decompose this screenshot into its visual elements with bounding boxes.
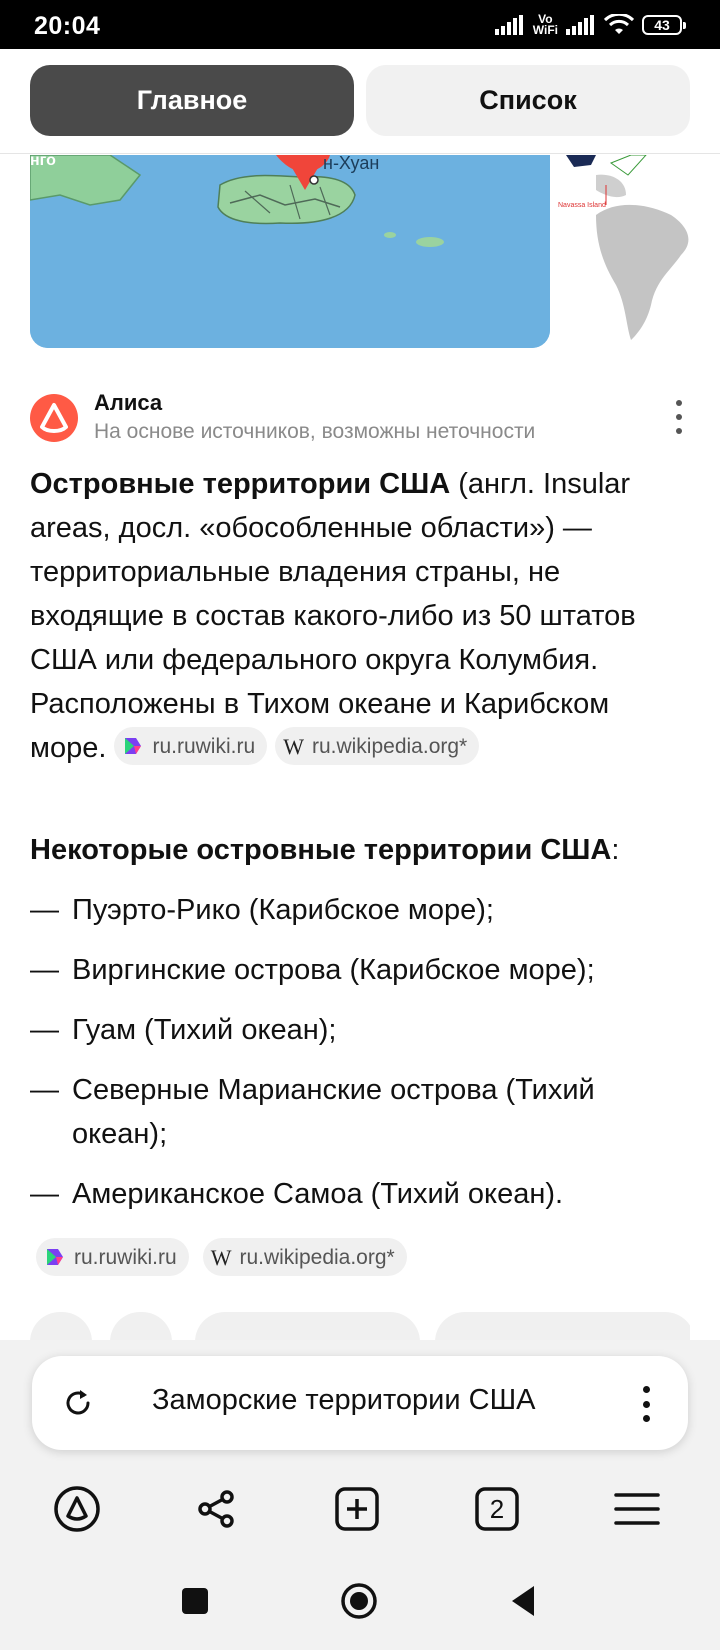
- ruwiki-icon: [122, 735, 144, 757]
- list-sources: [36, 1238, 407, 1276]
- list-item: — Северные Марианские острова (Тихий океан);: [30, 1068, 690, 1156]
- signal-icon: [495, 15, 525, 35]
- hamburger-icon: [614, 1489, 660, 1529]
- alice-button[interactable]: [52, 1484, 102, 1534]
- status-icons: [495, 12, 682, 38]
- alice-name: Алиса: [94, 390, 163, 415]
- source-chip-wikipedia[interactable]: [203, 1238, 407, 1276]
- status-bar: [0, 0, 720, 49]
- map-image[interactable]: [30, 155, 550, 348]
- search-bar[interactable]: [32, 1356, 688, 1450]
- alice-logo-icon: [30, 394, 78, 442]
- tab-main[interactable]: Главное: [30, 65, 354, 136]
- vowifi-label: Vo WiFi: [532, 12, 558, 37]
- map-corner-label: нго: [30, 155, 56, 169]
- list-heading: Некоторые островные территории США:: [30, 834, 620, 866]
- source-chip-label: ru.wikipedia.org*: [311, 734, 468, 758]
- browser-toolbar: [0, 1468, 720, 1548]
- share-icon: [195, 1487, 239, 1531]
- source-card-ruwiki[interactable]: [195, 1312, 420, 1342]
- more-options-icon[interactable]: [674, 400, 684, 434]
- signal-icon-2: [566, 15, 596, 35]
- south-america-map: [556, 155, 720, 348]
- puerto-rico-map: [30, 155, 550, 348]
- source-chip-label: ru.ruwiki.ru: [74, 1245, 177, 1269]
- source-chip-label: ru.ruwiki.ru: [152, 734, 256, 758]
- results-tab-bar: [0, 49, 720, 154]
- source-card-wikipedia[interactable]: [435, 1312, 690, 1342]
- reload-icon[interactable]: [60, 1385, 96, 1421]
- tabs-icon: [474, 1486, 520, 1532]
- battery-icon: 43: [642, 15, 682, 35]
- list-item: — Американское Самоа (Тихий океан).: [30, 1172, 690, 1216]
- wikipedia-icon: W: [283, 733, 304, 759]
- tab-list[interactable]: Список: [366, 65, 690, 136]
- tabs-count: 2: [489, 1494, 505, 1524]
- alice-icon: [53, 1485, 101, 1533]
- list-item: — Виргинские острова (Карибское море);: [30, 948, 690, 992]
- map-place-label: н-Хуан: [323, 155, 380, 173]
- map-side-label: Navassa Island: [558, 202, 606, 209]
- answer-paragraph: [30, 462, 690, 770]
- alice-disclaimer: На основе источников, возможны неточности: [94, 420, 536, 443]
- recents-icon[interactable]: [180, 1586, 210, 1616]
- menu-button[interactable]: [612, 1484, 662, 1534]
- territories-list: [30, 888, 690, 1232]
- south-america-map-thumbnail[interactable]: [556, 155, 720, 348]
- feedback-row: [30, 1312, 690, 1342]
- answer-term: Островные территории США: [30, 468, 451, 500]
- list-item: — Пуэрто-Рико (Карибское море);: [30, 888, 690, 932]
- back-icon[interactable]: [508, 1584, 538, 1618]
- share-button[interactable]: [192, 1484, 242, 1534]
- new-tab-button[interactable]: [332, 1484, 382, 1534]
- ruwiki-icon: [44, 1246, 66, 1268]
- list-item: — Гуам (Тихий океан);: [30, 1008, 690, 1052]
- like-button[interactable]: [30, 1312, 92, 1342]
- source-chip-label: ru.wikipedia.org*: [239, 1245, 395, 1269]
- plus-box-icon: [334, 1486, 380, 1532]
- search-query[interactable]: Заморские территории США: [152, 1384, 536, 1416]
- answer-text: (англ. Insular areas, досл. «обособленные области») — территориальные владения страны, не входящие в состав какого-либо из 50 штатов США или федерального округа Колумбия. Расположены в Тихом океане и Карибском море.: [30, 468, 636, 764]
- source-chip-ruwiki[interactable]: [36, 1238, 189, 1276]
- tabs-button[interactable]: [472, 1484, 522, 1534]
- wifi-icon: [604, 14, 634, 36]
- wikipedia-icon: W: [210, 1244, 232, 1270]
- source-chip-wikipedia[interactable]: [275, 727, 479, 765]
- search-menu-icon[interactable]: [642, 1386, 650, 1422]
- status-time: 20:04: [34, 12, 101, 40]
- copy-button[interactable]: [110, 1312, 172, 1342]
- home-icon[interactable]: [340, 1582, 378, 1620]
- system-nav-bar: [0, 1568, 720, 1638]
- source-chip-ruwiki[interactable]: [114, 727, 267, 765]
- alice-answer-header: [30, 388, 690, 448]
